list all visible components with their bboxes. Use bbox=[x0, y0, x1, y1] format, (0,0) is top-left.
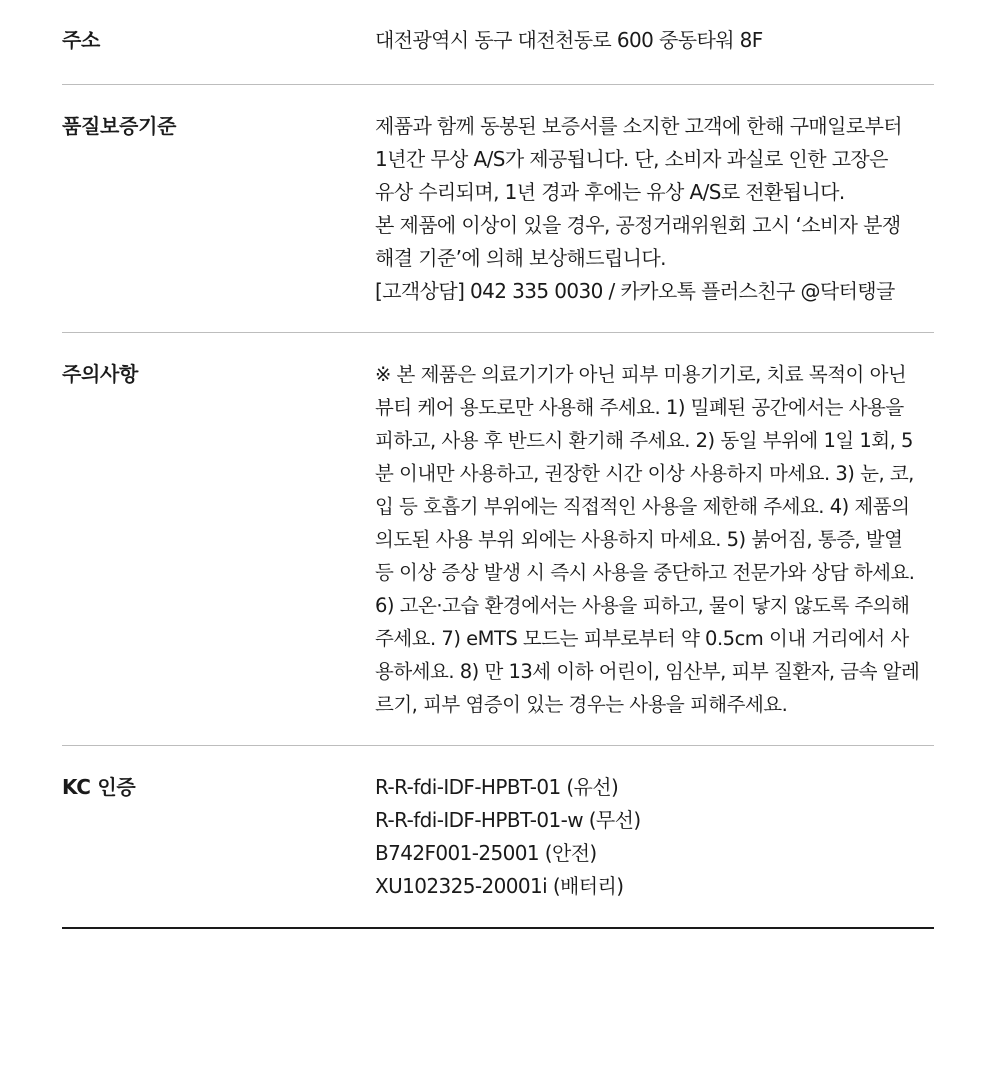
spec-row-kc-certification bbox=[62, 746, 934, 929]
warranty-line: 제품과 함께 동봉된 보증서를 소지한 고객에 한해 구매일로부터 bbox=[375, 114, 903, 138]
customer-service-contact: [고객상담] 042 335 0030 / 카카오톡 플러스친구 @닥터탱글 bbox=[375, 279, 895, 303]
caution-line: 르기, 피부 염증이 있는 경우는 사용을 피해주세요. bbox=[375, 693, 788, 716]
caution-line: 피하고, 사용 후 반드시 환기해 주세요. 2) 동일 부위에 1일 1회, 5 bbox=[375, 429, 913, 452]
product-spec-table bbox=[62, 0, 934, 929]
warranty-line: 본 제품에 이상이 있을 경우, 공정거래위원회 고시 ‘소비자 분쟁 bbox=[375, 213, 901, 237]
caution-line: 뷰티 케어 용도로만 사용해 주세요. 1) 밀폐된 공간에서는 사용을 bbox=[375, 396, 904, 419]
caution-line: 6) 고온·고습 환경에서는 사용을 피하고, 물이 닿지 않도록 주의해 bbox=[375, 594, 910, 617]
caution-line: 의도된 사용 부위 외에는 사용하지 마세요. 5) 붉어짐, 통증, 발열 bbox=[375, 528, 903, 551]
warranty-line: 유상 수리되며, 1년 경과 후에는 유상 A/S로 전환됩니다. bbox=[375, 180, 845, 204]
warranty-line: 1년간 무상 A/S가 제공됩니다. 단, 소비자 과실로 인한 고장은 bbox=[375, 147, 888, 171]
caution-line: 입 등 호흡기 부위에는 직접적인 사용을 제한해 주세요. 4) 제품의 bbox=[375, 495, 910, 518]
spec-label-warranty: 품질보증기준 bbox=[62, 114, 177, 138]
spec-value-kc-certification bbox=[375, 771, 934, 903]
address-text: 대전광역시 동구 대전천동로 600 중동타워 8F bbox=[375, 28, 763, 52]
warranty-line: 해결 기준’에 의해 보상해드립니다. bbox=[375, 246, 666, 270]
spec-label-kc-certification: KC 인증 bbox=[62, 775, 136, 799]
kc-cert-safety: B742F001-25001 (안전) bbox=[375, 841, 597, 865]
kc-cert-battery: XU102325-20001i (배터리) bbox=[375, 874, 624, 898]
kc-cert-wired: R-R-fdi-IDF-HPBT-01 (유선) bbox=[375, 775, 619, 799]
spec-row-caution bbox=[62, 333, 934, 746]
spec-value-warranty bbox=[375, 110, 934, 308]
caution-line: 주세요. 7) eMTS 모드는 피부로부터 약 0.5cm 이내 거리에서 사 bbox=[375, 627, 909, 650]
spec-value-address bbox=[375, 24, 934, 57]
caution-line: ※ 본 제품은 의료기기가 아닌 피부 미용기기로, 치료 목적이 아닌 bbox=[375, 363, 907, 386]
caution-line: 등 이상 증상 발생 시 즉시 사용을 중단하고 전문가와 상담 하세요. bbox=[375, 561, 915, 584]
kc-cert-wireless: R-R-fdi-IDF-HPBT-01-w (무선) bbox=[375, 808, 641, 832]
spec-row-address bbox=[62, 0, 934, 85]
spec-value-caution bbox=[375, 358, 934, 721]
caution-line: 분 이내만 사용하고, 권장한 시간 이상 사용하지 마세요. 3) 눈, 코, bbox=[375, 462, 914, 485]
caution-line: 용하세요. 8) 만 13세 이하 어린이, 임산부, 피부 질환자, 금속 알레 bbox=[375, 660, 920, 683]
spec-row-warranty bbox=[62, 85, 934, 333]
spec-label-address: 주소 bbox=[62, 28, 101, 52]
spec-label-caution: 주의사항 bbox=[62, 362, 139, 386]
